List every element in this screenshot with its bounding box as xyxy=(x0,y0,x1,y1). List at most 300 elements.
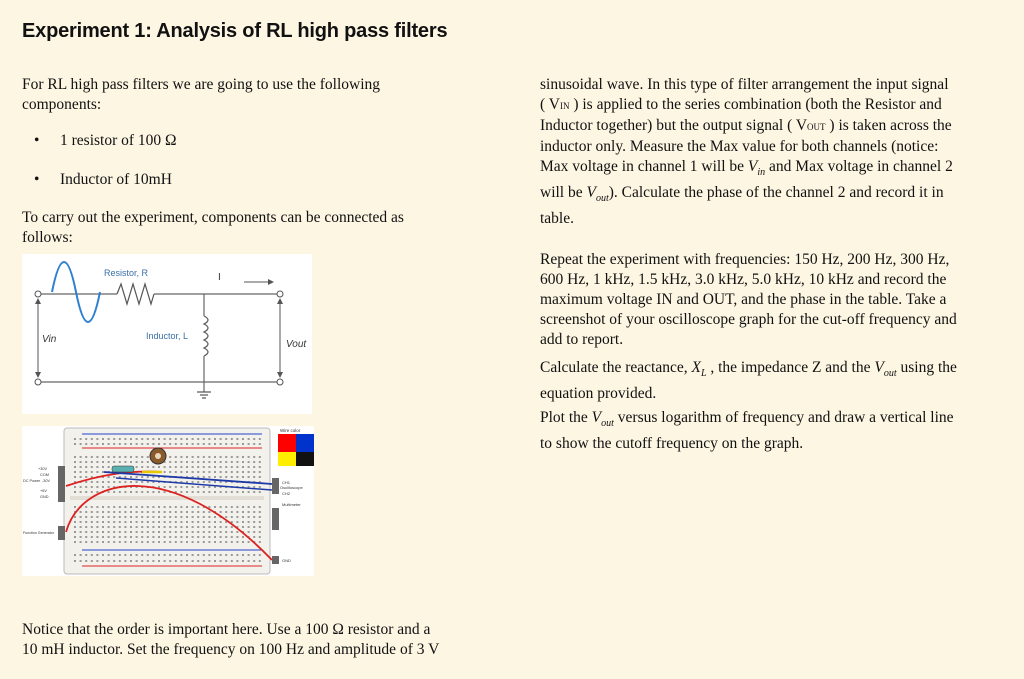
breadboard-hole xyxy=(91,541,93,543)
breadboard-hole xyxy=(74,443,76,445)
breadboard-hole xyxy=(175,516,177,518)
breadboard-hole xyxy=(124,511,126,513)
breadboard-hole xyxy=(169,521,171,523)
breadboard-hole xyxy=(141,491,143,493)
breadboard-hole xyxy=(259,511,261,513)
breadboard-hole xyxy=(220,536,222,538)
breadboard-hole xyxy=(102,438,104,440)
breadboard-hole xyxy=(158,554,160,556)
resistor-symbol xyxy=(117,284,154,304)
breadboard-hole xyxy=(180,554,182,556)
breadboard-hole xyxy=(141,438,143,440)
breadboard-hole xyxy=(136,526,138,528)
breadboard-hole xyxy=(214,443,216,445)
breadboard-hole xyxy=(152,536,154,538)
breadboard-hole xyxy=(192,531,194,533)
breadboard-hole xyxy=(113,521,115,523)
dc-power-label: DC Power xyxy=(23,479,41,483)
bullet-marker: • xyxy=(34,171,40,188)
breadboard-hole xyxy=(192,491,194,493)
breadboard-hole xyxy=(175,536,177,538)
breadboard-hole xyxy=(85,481,87,483)
breadboard-hole xyxy=(119,516,121,518)
breadboard-hole xyxy=(158,541,160,543)
breadboard-hole xyxy=(203,471,205,473)
breadboard-hole xyxy=(214,438,216,440)
breadboard-hole xyxy=(231,526,233,528)
breadboard-hole xyxy=(236,554,238,556)
breadboard-hole xyxy=(164,486,166,488)
breadboard-hole xyxy=(141,511,143,513)
breadboard-hole xyxy=(141,456,143,458)
breadboard-hole xyxy=(102,541,104,543)
breadboard-hole xyxy=(175,554,177,556)
breadboard-hole xyxy=(80,516,82,518)
breadboard-hole xyxy=(85,443,87,445)
breadboard-hole xyxy=(147,554,149,556)
breadboard-hole xyxy=(192,461,194,463)
breadboard-hole xyxy=(208,511,210,513)
breadboard-hole xyxy=(136,541,138,543)
breadboard-hole xyxy=(108,526,110,528)
breadboard-hole xyxy=(113,554,115,556)
breadboard-hole xyxy=(102,526,104,528)
breadboard-hole xyxy=(236,491,238,493)
breadboard-hole xyxy=(164,466,166,468)
breadboard-hole xyxy=(164,531,166,533)
reactance-symbol: X xyxy=(691,359,701,376)
breadboard-hole xyxy=(175,511,177,513)
breadboard-hole xyxy=(80,521,82,523)
breadboard-hole xyxy=(259,443,261,445)
breadboard-hole xyxy=(158,521,160,523)
breadboard-hole xyxy=(96,531,98,533)
breadboard-hole xyxy=(169,531,171,533)
text-line: 600 Hz, 1 kHz, 1.5 kHz, 3.0 kHz, 5.0 kHz, 10 kHz and record the xyxy=(540,271,947,288)
breadboard-hole xyxy=(259,466,261,468)
breadboard-hole xyxy=(248,541,250,543)
breadboard-hole xyxy=(85,541,87,543)
breadboard-hole xyxy=(253,506,255,508)
breadboard-hole xyxy=(113,506,115,508)
breadboard-hole xyxy=(197,521,199,523)
breadboard-hole xyxy=(242,461,244,463)
breadboard-hole xyxy=(214,476,216,478)
breadboard-hole xyxy=(236,466,238,468)
current-label: I xyxy=(218,272,221,283)
vout-symbol: V xyxy=(874,359,884,376)
text-span: using the xyxy=(896,359,957,376)
breadboard-hole xyxy=(197,481,199,483)
breadboard-hole xyxy=(242,476,244,478)
breadboard-hole xyxy=(124,476,126,478)
breadboard-hole xyxy=(96,521,98,523)
breadboard-hole xyxy=(169,461,171,463)
breadboard-hole xyxy=(136,461,138,463)
notice-line-2: 10 mH inductor. Set the frequency on 100 Hz and amplitude of 3 V xyxy=(22,641,440,658)
breadboard-hole xyxy=(74,506,76,508)
breadboard-hole xyxy=(231,476,233,478)
breadboard-hole xyxy=(169,466,171,468)
vin-sub: in xyxy=(757,167,766,179)
breadboard-hole xyxy=(208,541,210,543)
breadboard-hole xyxy=(180,471,182,473)
breadboard-hole xyxy=(208,526,210,528)
breadboard-hole xyxy=(119,438,121,440)
breadboard-hole xyxy=(186,461,188,463)
breadboard-hole xyxy=(186,466,188,468)
breadboard-hole xyxy=(130,511,132,513)
breadboard-hole xyxy=(130,491,132,493)
breadboard-hole xyxy=(119,526,121,528)
breadboard-hole xyxy=(130,443,132,445)
breadboard-hole xyxy=(180,531,182,533)
breadboard-hole xyxy=(259,486,261,488)
breadboard-hole xyxy=(169,443,171,445)
breadboard-hole xyxy=(136,466,138,468)
breadboard-hole xyxy=(85,560,87,562)
breadboard-hole xyxy=(119,481,121,483)
breadboard-hole xyxy=(152,541,154,543)
breadboard-hole xyxy=(158,560,160,562)
breadboard-hole xyxy=(220,526,222,528)
breadboard-hole xyxy=(186,531,188,533)
breadboard-hole xyxy=(152,511,154,513)
breadboard-hole xyxy=(164,521,166,523)
breadboard-hole xyxy=(80,511,82,513)
breadboard-hole xyxy=(180,466,182,468)
breadboard-hole xyxy=(242,554,244,556)
breadboard-hole xyxy=(203,491,205,493)
vout-sub: out xyxy=(883,368,897,380)
text-line xyxy=(540,183,1010,209)
breadboard-hole xyxy=(136,476,138,478)
breadboard-hole xyxy=(130,481,132,483)
breadboard-hole xyxy=(236,471,238,473)
breadboard-hole xyxy=(248,466,250,468)
breadboard-hole xyxy=(231,461,233,463)
wire-color-blue xyxy=(296,434,314,452)
breadboard-hole xyxy=(208,536,210,538)
breadboard-hole xyxy=(124,516,126,518)
breadboard-hole xyxy=(180,516,182,518)
breadboard-hole xyxy=(141,541,143,543)
breadboard-hole xyxy=(214,506,216,508)
breadboard-hole xyxy=(80,536,82,538)
breadboard-hole xyxy=(74,536,76,538)
breadboard-hole xyxy=(169,536,171,538)
breadboard-hole xyxy=(203,486,205,488)
breadboard-hole xyxy=(242,541,244,543)
breadboard-hole xyxy=(236,511,238,513)
breadboard-hole xyxy=(141,466,143,468)
breadboard-hole xyxy=(91,443,93,445)
breadboard-hole xyxy=(236,438,238,440)
breadboard-hole xyxy=(80,491,82,493)
breadboard-hole xyxy=(119,443,121,445)
plus30v-label: +30V xyxy=(38,467,47,471)
breadboard-hole xyxy=(225,536,227,538)
breadboard-hole xyxy=(186,516,188,518)
breadboard-hole xyxy=(169,511,171,513)
breadboard-hole xyxy=(119,461,121,463)
breadboard-hole xyxy=(225,560,227,562)
vout-subscript: OUT xyxy=(807,122,826,132)
gnd-label: GND xyxy=(282,558,291,563)
breadboard-hole xyxy=(220,531,222,533)
breadboard-hole xyxy=(214,541,216,543)
breadboard-hole xyxy=(169,554,171,556)
breadboard-hole xyxy=(74,456,76,458)
breadboard-hole xyxy=(192,456,194,458)
breadboard-hole xyxy=(91,456,93,458)
wire-color-black xyxy=(296,452,314,466)
breadboard-hole xyxy=(130,506,132,508)
breadboard-hole xyxy=(175,486,177,488)
breadboard-hole xyxy=(152,438,154,440)
breadboard-hole xyxy=(259,491,261,493)
breadboard-hole xyxy=(102,516,104,518)
text-line: table. xyxy=(540,210,574,228)
breadboard-hole xyxy=(203,511,205,513)
breadboard-hole xyxy=(180,443,182,445)
connect-line-1: To carry out the experiment, components can be connected as xyxy=(22,209,404,226)
breadboard-hole xyxy=(124,521,126,523)
ch2-label: CH2 xyxy=(282,491,291,496)
breadboard-hole xyxy=(192,541,194,543)
breadboard-hole xyxy=(175,438,177,440)
breadboard-hole xyxy=(231,554,233,556)
page-title: Experiment 1: Analysis of RL high pass filters xyxy=(22,20,448,42)
output-terminal-top xyxy=(277,291,283,297)
text-line xyxy=(540,157,1010,183)
breadboard-hole xyxy=(248,443,250,445)
breadboard-hole xyxy=(141,554,143,556)
text-line xyxy=(540,358,1010,384)
oscilloscope-label: Oscilloscope xyxy=(280,485,303,490)
breadboard-hole xyxy=(231,506,233,508)
breadboard-hole xyxy=(225,516,227,518)
breadboard-hole xyxy=(197,541,199,543)
connect-paragraph xyxy=(22,208,462,248)
intro-line-2: components: xyxy=(22,96,102,113)
breadboard-hole xyxy=(197,531,199,533)
breadboard-hole xyxy=(74,531,76,533)
breadboard-hole xyxy=(208,554,210,556)
breadboard-hole xyxy=(253,456,255,458)
breadboard-hole xyxy=(136,491,138,493)
breadboard-hole xyxy=(91,461,93,463)
breadboard-hole xyxy=(192,481,194,483)
component-inductor: Inductor of 10mH xyxy=(60,171,172,188)
breadboard-hole xyxy=(214,560,216,562)
breadboard-hole xyxy=(147,511,149,513)
breadboard-hole xyxy=(253,443,255,445)
breadboard-hole xyxy=(253,516,255,518)
breadboard-hole xyxy=(192,486,194,488)
breadboard-hole xyxy=(253,461,255,463)
breadboard-hole xyxy=(164,554,166,556)
breadboard-hole xyxy=(85,511,87,513)
breadboard-hole xyxy=(158,466,160,468)
breadboard-hole xyxy=(197,443,199,445)
breadboard-hole xyxy=(225,461,227,463)
breadboard-hole xyxy=(113,511,115,513)
breadboard-hole xyxy=(85,554,87,556)
breadboard-hole xyxy=(203,466,205,468)
output-terminal-bottom xyxy=(277,379,283,385)
breadboard-hole xyxy=(158,511,160,513)
breadboard-hole xyxy=(158,506,160,508)
breadboard-hole xyxy=(141,476,143,478)
gnd-left-label: GND xyxy=(40,495,49,499)
notice-paragraph xyxy=(22,620,492,660)
breadboard-hole xyxy=(169,438,171,440)
breadboard-hole xyxy=(180,438,182,440)
breadboard-hole xyxy=(192,506,194,508)
breadboard-hole xyxy=(152,521,154,523)
breadboard-hole xyxy=(231,443,233,445)
breadboard-hole xyxy=(85,456,87,458)
breadboard-hole xyxy=(242,438,244,440)
calculate-paragraph xyxy=(540,358,1010,404)
breadboard-hole xyxy=(259,521,261,523)
breadboard-hole xyxy=(231,491,233,493)
breadboard-hole xyxy=(91,516,93,518)
breadboard-hole xyxy=(85,526,87,528)
breadboard-hole xyxy=(186,438,188,440)
breadboard-hole xyxy=(236,456,238,458)
breadboard-hole xyxy=(108,536,110,538)
breadboard-hole xyxy=(231,511,233,513)
breadboard-hole xyxy=(85,471,87,473)
breadboard-hole xyxy=(220,456,222,458)
breadboard-hole xyxy=(152,491,154,493)
breadboard-hole xyxy=(192,511,194,513)
breadboard-hole xyxy=(85,461,87,463)
breadboard-hole xyxy=(147,456,149,458)
breadboard-hole xyxy=(96,526,98,528)
breadboard-hole xyxy=(113,526,115,528)
breadboard-hole xyxy=(225,443,227,445)
input-terminal-top xyxy=(35,291,41,297)
breadboard-hole xyxy=(253,526,255,528)
breadboard-hole xyxy=(186,526,188,528)
breadboard-hole xyxy=(197,466,199,468)
breadboard-hole xyxy=(197,506,199,508)
breadboard-hole xyxy=(136,456,138,458)
breadboard-hole xyxy=(147,461,149,463)
breadboard-hole xyxy=(124,438,126,440)
breadboard-hole xyxy=(108,443,110,445)
breadboard-hole xyxy=(208,506,210,508)
breadboard-hole xyxy=(108,511,110,513)
breadboard-hole xyxy=(80,541,82,543)
breadboard-hole xyxy=(102,486,104,488)
breadboard-hole xyxy=(80,531,82,533)
breadboard-hole xyxy=(85,476,87,478)
breadboard-hole xyxy=(119,541,121,543)
text-span: ) is taken across the xyxy=(825,117,952,134)
breadboard-hole xyxy=(186,511,188,513)
breadboard-hole xyxy=(197,511,199,513)
breadboard-hole xyxy=(124,456,126,458)
breadboard-hole xyxy=(186,560,188,562)
breadboard-hole xyxy=(164,443,166,445)
breadboard-hole xyxy=(130,541,132,543)
breadboard-hole xyxy=(124,560,126,562)
breadboard-hole xyxy=(242,443,244,445)
breadboard-hole xyxy=(147,438,149,440)
breadboard-hole xyxy=(186,554,188,556)
text-span: will be xyxy=(540,184,587,202)
breadboard-hole xyxy=(80,466,82,468)
breadboard-hole xyxy=(180,511,182,513)
inductor-symbol xyxy=(204,316,208,356)
breadboard-hole xyxy=(231,541,233,543)
breadboard-hole xyxy=(96,456,98,458)
breadboard-hole xyxy=(197,486,199,488)
circuit-diagram xyxy=(22,254,312,414)
breadboard-hole xyxy=(208,486,210,488)
breadboard-hole xyxy=(175,531,177,533)
breadboard-hole xyxy=(180,536,182,538)
breadboard-hole xyxy=(225,466,227,468)
breadboard-hole xyxy=(225,456,227,458)
breadboard-hole xyxy=(141,560,143,562)
breadboard-hole xyxy=(91,486,93,488)
breadboard-hole xyxy=(119,560,121,562)
breadboard-hole xyxy=(152,506,154,508)
breadboard-hole xyxy=(225,491,227,493)
text-line: sinusoidal wave. In this type of filter arrangement the input signal xyxy=(540,76,949,93)
breadboard-hole xyxy=(192,516,194,518)
breadboard-hole xyxy=(164,491,166,493)
wire-color-red xyxy=(278,434,296,452)
breadboard-hole xyxy=(74,516,76,518)
breadboard-hole xyxy=(130,438,132,440)
breadboard-hole xyxy=(80,471,82,473)
breadboard-hole xyxy=(180,461,182,463)
breadboard-hole xyxy=(203,481,205,483)
breadboard-hole xyxy=(96,511,98,513)
breadboard-hole xyxy=(91,438,93,440)
breadboard-hole xyxy=(203,438,205,440)
breadboard-hole xyxy=(208,466,210,468)
breadboard-hole xyxy=(203,526,205,528)
breadboard-hole xyxy=(197,526,199,528)
notice-line-1: Notice that the order is important here. Use a 100 Ω resistor and a xyxy=(22,621,431,638)
breadboard-hole xyxy=(214,481,216,483)
breadboard-hole xyxy=(248,521,250,523)
breadboard-hole xyxy=(259,541,261,543)
breadboard-hole xyxy=(102,471,104,473)
breadboard-hole xyxy=(102,481,104,483)
breadboard-hole xyxy=(74,466,76,468)
breadboard-hole xyxy=(242,506,244,508)
breadboard-hole xyxy=(96,516,98,518)
breadboard-hole xyxy=(220,481,222,483)
breadboard-hole xyxy=(74,486,76,488)
text-span: Inductor together) but the output signal ( V xyxy=(540,117,808,134)
breadboard-hole xyxy=(91,481,93,483)
breadboard-hole xyxy=(225,526,227,528)
vout-symbol: V xyxy=(586,184,596,202)
breadboard-hole xyxy=(136,506,138,508)
breadboard-hole xyxy=(91,526,93,528)
breadboard-hole xyxy=(259,531,261,533)
breadboard-hole xyxy=(102,466,104,468)
